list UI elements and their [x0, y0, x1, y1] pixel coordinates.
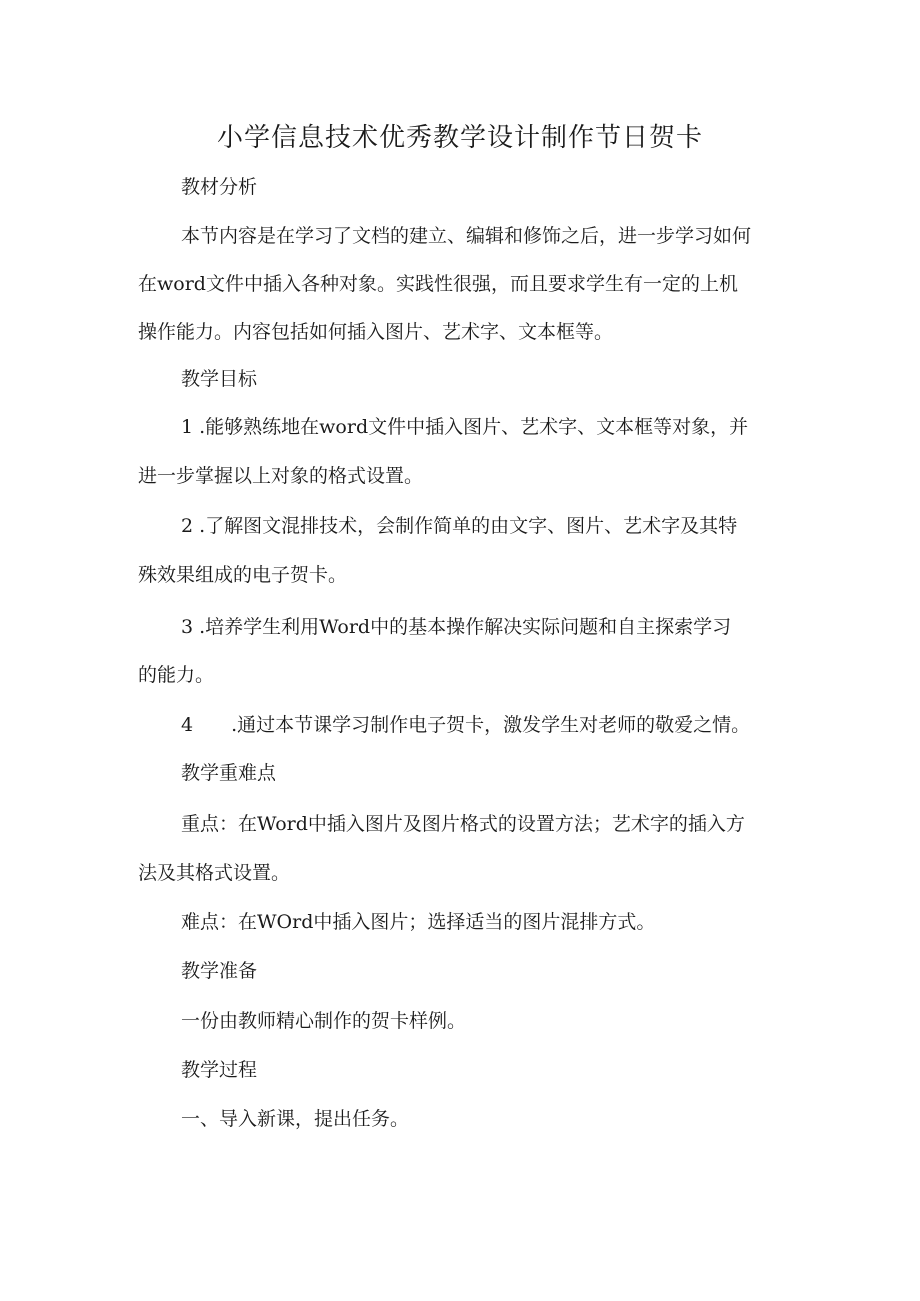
process-step-1: 一、导入新课，提出任务。: [181, 1108, 410, 1130]
goal-4-text: .通过本节课学习制作电子贺卡，激发学生对老师的敬爱之情。: [231, 714, 751, 736]
goal-3-line-1: 3 .培养学生利用Word中的基本操作解决实际问题和自主探索学习: [181, 616, 732, 638]
heading-preparation: 教学准备: [181, 960, 258, 982]
focus-line-1: 重点：在Word中插入图片及图片格式的设置方法；艺术字的插入方: [181, 813, 745, 835]
goal-2-line-2: 殊效果组成的电子贺卡。: [138, 564, 348, 586]
heading-process: 教学过程: [181, 1059, 258, 1081]
goal-4-number: 4: [181, 714, 194, 736]
heading-analysis: 教材分析: [181, 176, 258, 198]
goal-3-line-2: 的能力。: [138, 664, 215, 686]
goal-1-line-2: 进一步掌握以上对象的格式设置。: [138, 465, 424, 487]
goal-1-line-1: 1 .能够熟练地在word文件中插入图片、艺术字、文本框等对象，并: [181, 416, 749, 438]
analysis-line-1: 本节内容是在学习了文档的建立、编辑和修饰之后，进一步学习如何: [181, 225, 752, 247]
analysis-line-3: 操作能力。内容包括如何插入图片、艺术字、文本框等。: [138, 321, 614, 343]
preparation-line: 一份由教师精心制作的贺卡样例。: [181, 1010, 467, 1032]
difficulty-line: 难点：在WOrd中插入图片；选择适当的图片混排方式。: [181, 911, 656, 933]
analysis-line-2: 在word文件中插入各种对象。实践性很强，而且要求学生有一定的上机: [138, 273, 738, 295]
heading-goals: 教学目标: [181, 368, 258, 390]
goal-2-line-1: 2 .了解图文混排技术，会制作简单的由文字、图片、艺术字及其特: [181, 515, 738, 537]
goal-4-line: [181, 712, 750, 738]
heading-key-points: 教学重难点: [181, 762, 277, 784]
focus-line-2: 法及其格式设置。: [138, 862, 291, 884]
document-title: 小学信息技术优秀教学设计制作节日贺卡: [216, 123, 703, 153]
